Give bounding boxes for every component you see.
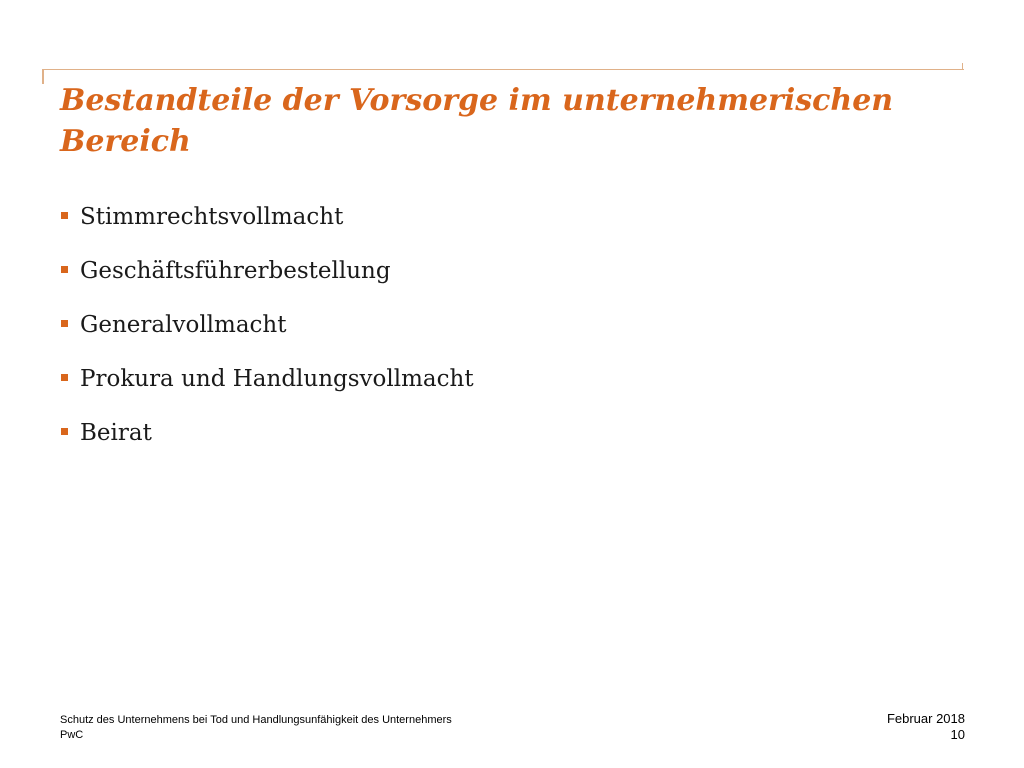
slide-title: Bestandteile der Vorsorge im unternehmerischen Bereich [60, 83, 894, 159]
footer-date: Februar 2018 [886, 711, 965, 726]
header-rule [42, 69, 964, 70]
square-bullet-icon [61, 320, 68, 327]
square-bullet-icon [61, 374, 68, 381]
bullet-item [60, 362, 474, 416]
bullet-text: Generalvollmacht [80, 312, 287, 338]
bullet-text: Prokura und Handlungsvollmacht [80, 366, 474, 392]
bullet-text: Beirat [80, 420, 152, 446]
square-bullet-icon [61, 212, 68, 219]
bullet-item [60, 308, 474, 362]
square-bullet-icon [61, 266, 68, 273]
bullet-item [60, 416, 474, 470]
square-bullet-icon [61, 428, 68, 435]
footer-right [887, 711, 965, 743]
header-rule-right-tick [962, 63, 963, 70]
footer-company: PwC [60, 729, 84, 741]
bullet-list [60, 200, 474, 470]
bullet-item [60, 254, 474, 308]
bullet-text: Geschäftsführerbestellung [80, 258, 391, 284]
bullet-text: Stimmrechtsvollmacht [80, 204, 344, 230]
footer-subtitle: Schutz des Unternehmens bei Tod und Handlungsunfähigkeit des Unternehmers [60, 714, 452, 726]
bullet-item [60, 200, 474, 254]
header-rule-left-tick [42, 69, 44, 84]
page-number: 10 [950, 727, 965, 742]
footer-left [60, 713, 452, 743]
